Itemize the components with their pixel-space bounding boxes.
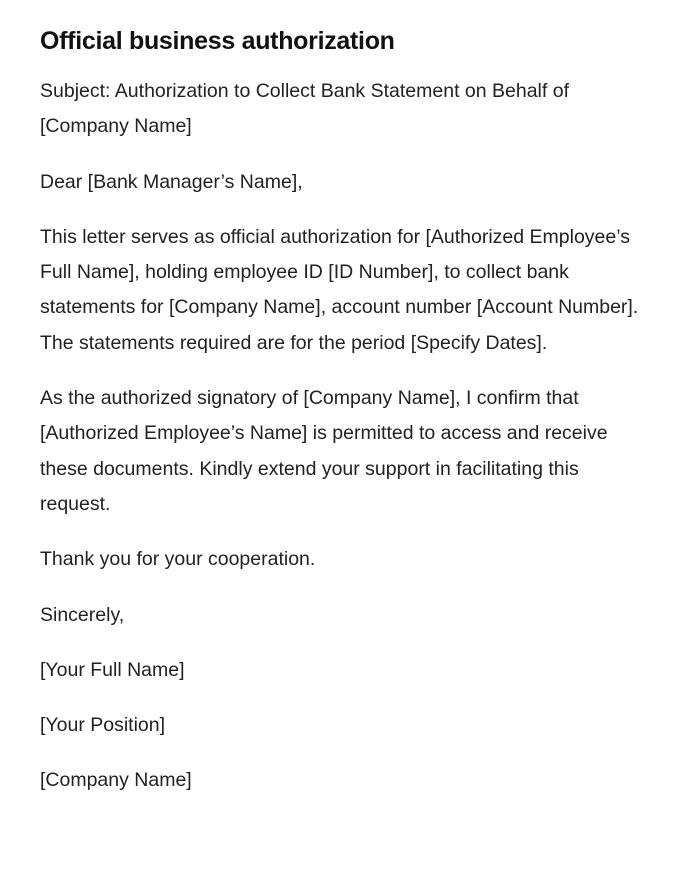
subject-line: Subject: Authorization to Collect Bank Statement on Behalf of [Company Name] <box>40 80 569 138</box>
body-paragraph-authorization: This letter serves as official authorization for [Authorized Employee’s Full Name], holding employee ID [ID Number], to collect bank statements for [Company Name], account number [Account Number]. The statements required are for the period [Specify Dates]. <box>40 225 639 354</box>
signer-position: [Your Position] <box>40 714 166 737</box>
closing: Sincerely, <box>40 603 125 626</box>
thank-you-line: Thank you for your cooperation. <box>40 548 316 571</box>
body-paragraph-confirmation: As the authorized signatory of [Company Name], I confirm that [Authorized Employee’s Name] is permitted to access and receive these documents. Kindly extend your support in facilitating this request. <box>40 387 608 515</box>
salutation: Dear [Bank Manager’s Name], <box>40 170 303 193</box>
letter-document <box>40 24 646 819</box>
document-title: Official business authorization <box>40 27 395 55</box>
signer-name: [Your Full Name] <box>40 658 185 681</box>
signer-company: [Company Name] <box>40 769 192 792</box>
